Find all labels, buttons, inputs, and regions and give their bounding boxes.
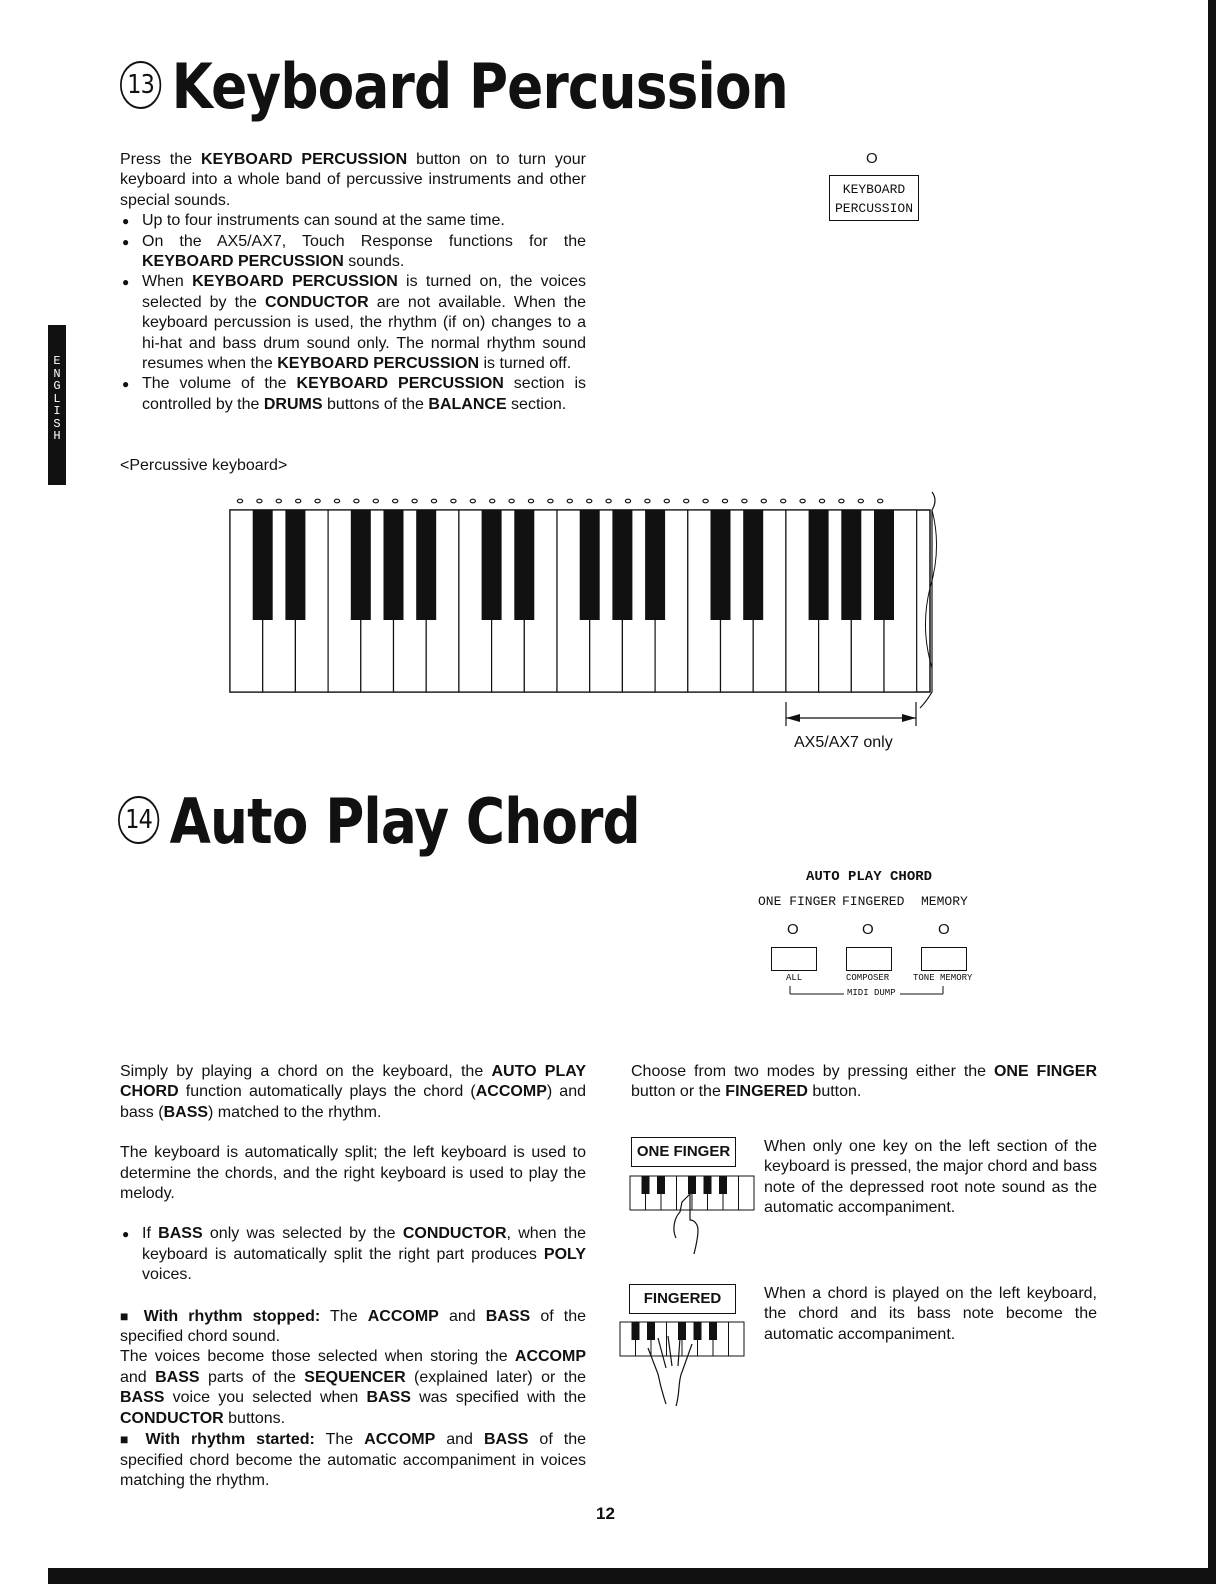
one-finger-hand-icon bbox=[628, 1172, 758, 1256]
mini-black-key bbox=[647, 1322, 655, 1340]
fingered-indicator: O bbox=[862, 921, 874, 938]
button-label-line: PERCUSSION bbox=[834, 201, 913, 216]
memory-button[interactable] bbox=[921, 947, 967, 971]
percussion-symbol bbox=[528, 499, 533, 503]
page-number: 12 bbox=[596, 1504, 615, 1523]
section-13-title bbox=[120, 52, 788, 122]
percussion-symbol bbox=[606, 499, 611, 503]
sidebar-letter: L bbox=[53, 391, 61, 406]
mini-black-key bbox=[678, 1322, 686, 1340]
percussion-symbol bbox=[878, 499, 883, 503]
percussion-symbol bbox=[742, 499, 747, 503]
auto-play-chord-panel-title: AUTO PLAY CHORD bbox=[806, 869, 933, 885]
black-key bbox=[482, 510, 502, 620]
sidebar-letter: I bbox=[53, 404, 61, 418]
fingered-label: FINGERED bbox=[842, 894, 905, 909]
fingered-hand-icon bbox=[616, 1318, 751, 1408]
black-key bbox=[253, 510, 273, 620]
all-sublabel: ALL bbox=[786, 973, 803, 983]
percussion-symbol bbox=[761, 499, 766, 503]
list-item: ● When KEYBOARD PERCUSSION is turned on, the voices selected by the CONDUCTOR are not available. When the keyboard percussion is used, the rhythm (if on) changes to a hi-hat and bass drum sound only. The normal rhythm sound resumes when the KEYBOARD PERCUSSION is turned off. bbox=[120, 272, 586, 374]
mini-white-key bbox=[729, 1322, 745, 1356]
list-item: ● On the AX5/AX7, Touch Response functions for the KEYBOARD PERCUSSION sounds. bbox=[120, 232, 586, 273]
sidebar-letter: N bbox=[53, 366, 61, 381]
black-key bbox=[285, 510, 305, 620]
mini-white-key bbox=[739, 1176, 755, 1210]
percussion-symbol bbox=[431, 499, 436, 503]
black-key bbox=[809, 510, 829, 620]
percussion-symbol bbox=[703, 499, 708, 503]
list-item: ● The volume of the KEYBOARD PERCUSSION section is controlled by the DRUMS buttons of the BALANCE section. bbox=[120, 374, 586, 415]
percussion-symbol bbox=[490, 499, 495, 503]
percussion-symbol bbox=[819, 499, 824, 503]
composer-sublabel: COMPOSER bbox=[846, 973, 890, 983]
keyboard-caption: <Percussive keyboard> bbox=[120, 457, 288, 474]
mini-black-key bbox=[642, 1176, 650, 1194]
black-key bbox=[711, 510, 731, 620]
list-item: ● If BASS only was selected by the CONDUCTOR, when the keyboard is automatically split the right part produces POLY voices. bbox=[120, 1224, 586, 1285]
paragraph: The keyboard is automatically split; the left keyboard is used to determine the chords, and the right keyboard is used to play the melody. bbox=[120, 1144, 586, 1203]
page-right-border bbox=[1208, 0, 1216, 1584]
mini-black-key bbox=[688, 1176, 696, 1194]
paragraph: ■ With rhythm started: The ACCOMP and BASS of the specified chord become the automatic accompaniment in voices matching the rhythm. bbox=[120, 1431, 587, 1489]
paragraph: ■ With rhythm stopped: The ACCOMP and BASS of the specified chord sound. bbox=[120, 1307, 587, 1346]
sidebar-letter: E bbox=[53, 354, 61, 368]
percussion-symbol bbox=[393, 499, 398, 503]
percussion-symbol bbox=[664, 499, 669, 503]
black-key bbox=[612, 510, 632, 620]
mini-black-key bbox=[657, 1176, 665, 1194]
black-key bbox=[416, 510, 436, 620]
mini-black-key bbox=[719, 1176, 727, 1194]
percussion-symbol bbox=[684, 499, 689, 503]
black-key bbox=[384, 510, 404, 620]
section-number-badge: 14 bbox=[118, 796, 159, 844]
percussion-symbol bbox=[237, 499, 242, 503]
intro-paragraph: Press the KEYBOARD PERCUSSION button on to turn your keyboard into a whole band of percussive instruments and other special sounds. bbox=[120, 151, 587, 209]
percussion-symbol bbox=[645, 499, 650, 503]
black-key bbox=[743, 510, 763, 620]
fingered-mode-label: FINGERED bbox=[629, 1284, 736, 1314]
black-key bbox=[874, 510, 894, 620]
section-13-body bbox=[120, 150, 586, 415]
percussion-symbol bbox=[722, 499, 727, 503]
one-finger-description: When only one key on the left section of the keyboard is pressed, the major chord and bass note of the depressed root note sound as the automatic accompaniment. bbox=[764, 1138, 1097, 1217]
percussion-symbol bbox=[257, 499, 262, 503]
memory-indicator: O bbox=[938, 921, 950, 938]
percussion-keyboard-diagram bbox=[220, 488, 950, 723]
percussion-symbol bbox=[567, 499, 572, 503]
percussion-symbols bbox=[237, 499, 882, 503]
sidebar-letter: G bbox=[53, 379, 61, 393]
mini-black-key bbox=[632, 1322, 640, 1340]
percussion-symbol bbox=[296, 499, 301, 503]
features-list bbox=[120, 211, 586, 415]
one-finger-label: ONE FINGER bbox=[758, 894, 837, 909]
percussion-symbol bbox=[587, 499, 592, 503]
sidebar-letter: S bbox=[53, 416, 61, 431]
keyboard-percussion-button[interactable] bbox=[829, 175, 919, 221]
percussion-symbol bbox=[509, 499, 514, 503]
one-finger-mode-label: ONE FINGER bbox=[631, 1137, 736, 1167]
mini-black-key bbox=[694, 1322, 702, 1340]
percussion-symbol bbox=[625, 499, 630, 503]
black-key bbox=[645, 510, 665, 620]
black-key bbox=[514, 510, 534, 620]
memory-label: MEMORY bbox=[921, 894, 968, 909]
note-list bbox=[120, 1224, 586, 1285]
one-finger-button[interactable] bbox=[771, 947, 817, 971]
paragraph: Simply by playing a chord on the keyboard, the AUTO PLAY CHORD function automatically plays the chord (ACCOMP) and bass (BASS) matched to the rhythm. bbox=[120, 1063, 587, 1121]
fingered-button[interactable] bbox=[846, 947, 892, 971]
section-title-text: Keyboard Percussion bbox=[171, 50, 788, 123]
paragraph: The voices become those selected when storing the ACCOMP and BASS parts of the SEQUENCER (explained later) or the BASS voice you selected when BASS was specified with the CONDUCTOR buttons. bbox=[120, 1348, 587, 1427]
black-key bbox=[351, 510, 371, 620]
percussion-symbol bbox=[451, 499, 456, 503]
tone-memory-sublabel: TONE MEMORY bbox=[913, 973, 973, 983]
range-indicator bbox=[780, 700, 925, 730]
mini-black-key bbox=[704, 1176, 712, 1194]
section-title-text: Auto Play Chord bbox=[169, 785, 640, 858]
percussion-symbol bbox=[276, 499, 281, 503]
range-caption: AX5/AX7 only bbox=[794, 734, 893, 751]
percussion-symbol bbox=[334, 499, 339, 503]
section-14-right-intro: Choose from two modes by pressing either the ONE FINGER button or the FINGERED button. bbox=[631, 1063, 1097, 1101]
fingered-description: When a chord is played on the left keyboard, the chord and its bass note become the automatic accompaniment. bbox=[764, 1285, 1097, 1343]
percussion-symbol bbox=[315, 499, 320, 503]
section-number-badge: 13 bbox=[120, 61, 161, 109]
percussion-symbol bbox=[412, 499, 417, 503]
section-14-left-column bbox=[120, 1062, 586, 1491]
percussion-symbol bbox=[839, 499, 844, 503]
black-key bbox=[580, 510, 600, 620]
percussion-symbol bbox=[470, 499, 475, 503]
mini-black-key bbox=[709, 1322, 717, 1340]
percussion-symbol bbox=[548, 499, 553, 503]
language-sidebar bbox=[48, 325, 66, 485]
button-label-line: KEYBOARD bbox=[842, 182, 906, 197]
midi-dump-label: MIDI DUMP bbox=[847, 988, 896, 998]
percussion-symbol bbox=[800, 499, 805, 503]
percussion-symbol bbox=[354, 499, 359, 503]
section-14-title bbox=[118, 787, 640, 857]
percussion-symbol bbox=[373, 499, 378, 503]
black-key bbox=[841, 510, 861, 620]
sidebar-letter: H bbox=[53, 429, 61, 443]
percussion-symbol bbox=[781, 499, 786, 503]
percussion-indicator-lamp: O bbox=[866, 150, 878, 167]
list-item: ● Up to four instruments can sound at the same time. bbox=[120, 211, 586, 231]
percussion-symbol bbox=[858, 499, 863, 503]
page-bottom-border bbox=[48, 1568, 1216, 1584]
one-finger-indicator: O bbox=[787, 921, 799, 938]
